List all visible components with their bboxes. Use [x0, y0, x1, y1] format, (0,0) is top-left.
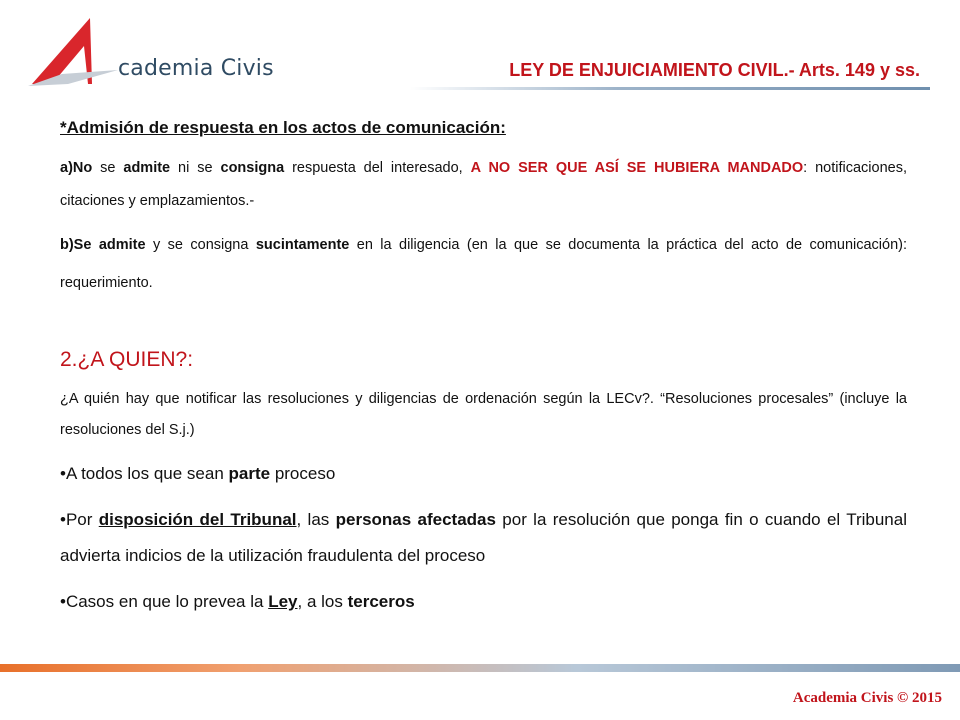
text-ley: Ley	[268, 592, 298, 611]
paragraph-a-prefix: a)No	[60, 160, 93, 176]
bullet-tribunal	[60, 502, 907, 574]
text-run: : notificaciones, citaciones y emplazamientos.-	[60, 160, 908, 209]
section2-heading: 2.¿A QUIEN?:	[60, 348, 194, 371]
bullet-partes	[60, 456, 907, 492]
paragraph-b	[60, 226, 907, 302]
paragraph-b-prefix: b)Se admite	[60, 237, 146, 253]
paragraph-a	[60, 152, 907, 218]
text-run: en la diligencia (en la que se documenta la práctica del acto de comunicación): requerimiento.	[60, 237, 907, 291]
text-run: , las	[296, 510, 336, 529]
text-parte: parte	[228, 464, 271, 483]
bullet-terceros	[60, 584, 907, 620]
text-run: •A todos los que sean	[60, 464, 229, 483]
section1-heading-text: *Admisión de respuesta en los actos de comunicación:	[60, 118, 506, 137]
footer-bar	[0, 664, 960, 672]
text-run: se	[92, 160, 124, 176]
text-run: , a los	[297, 592, 348, 611]
text-run: •Por	[60, 510, 99, 529]
logo-text: cademia Civis	[118, 56, 274, 81]
text-run: proceso	[270, 464, 336, 483]
page-title: LEY DE ENJUICIAMIENTO CIVIL.- Arts. 149 y ss.	[509, 60, 920, 80]
academia-civis-logo	[22, 12, 274, 92]
text-run: y se consigna	[145, 237, 256, 253]
text-admite: admite	[123, 160, 171, 176]
title-divider	[410, 87, 930, 90]
text-sucintamente: sucintamente	[255, 237, 350, 253]
text-run: ni se	[170, 160, 221, 176]
section2-intro: ¿A quién hay que notificar las resoluciones y diligencias de ordenación según la LECv?. “Resoluciones procesales” (incluye la resoluciones del S.j.)	[60, 391, 907, 438]
footer-copyright: Academia Civis © 2015	[792, 690, 942, 706]
text-run: •Casos en que lo prevea la	[60, 592, 269, 611]
text-disposicion: disposición del Tribunal	[98, 510, 297, 529]
section1-heading	[60, 118, 907, 138]
text-terceros: terceros	[347, 592, 415, 611]
text-run: por la resolución que ponga fin o cuando el Tribunal advierta indicios de la utilización fraudulenta del proceso	[60, 510, 907, 565]
text-highlight-red: A NO SER QUE ASÍ SE HUBIERA MANDADO	[470, 160, 804, 176]
text-run: respuesta del interesado,	[284, 160, 471, 176]
text-consigna: consigna	[220, 160, 285, 176]
logo-a-mark-icon	[22, 12, 122, 92]
slide-content	[60, 118, 907, 620]
text-personas-afectadas: personas afectadas	[335, 510, 496, 529]
